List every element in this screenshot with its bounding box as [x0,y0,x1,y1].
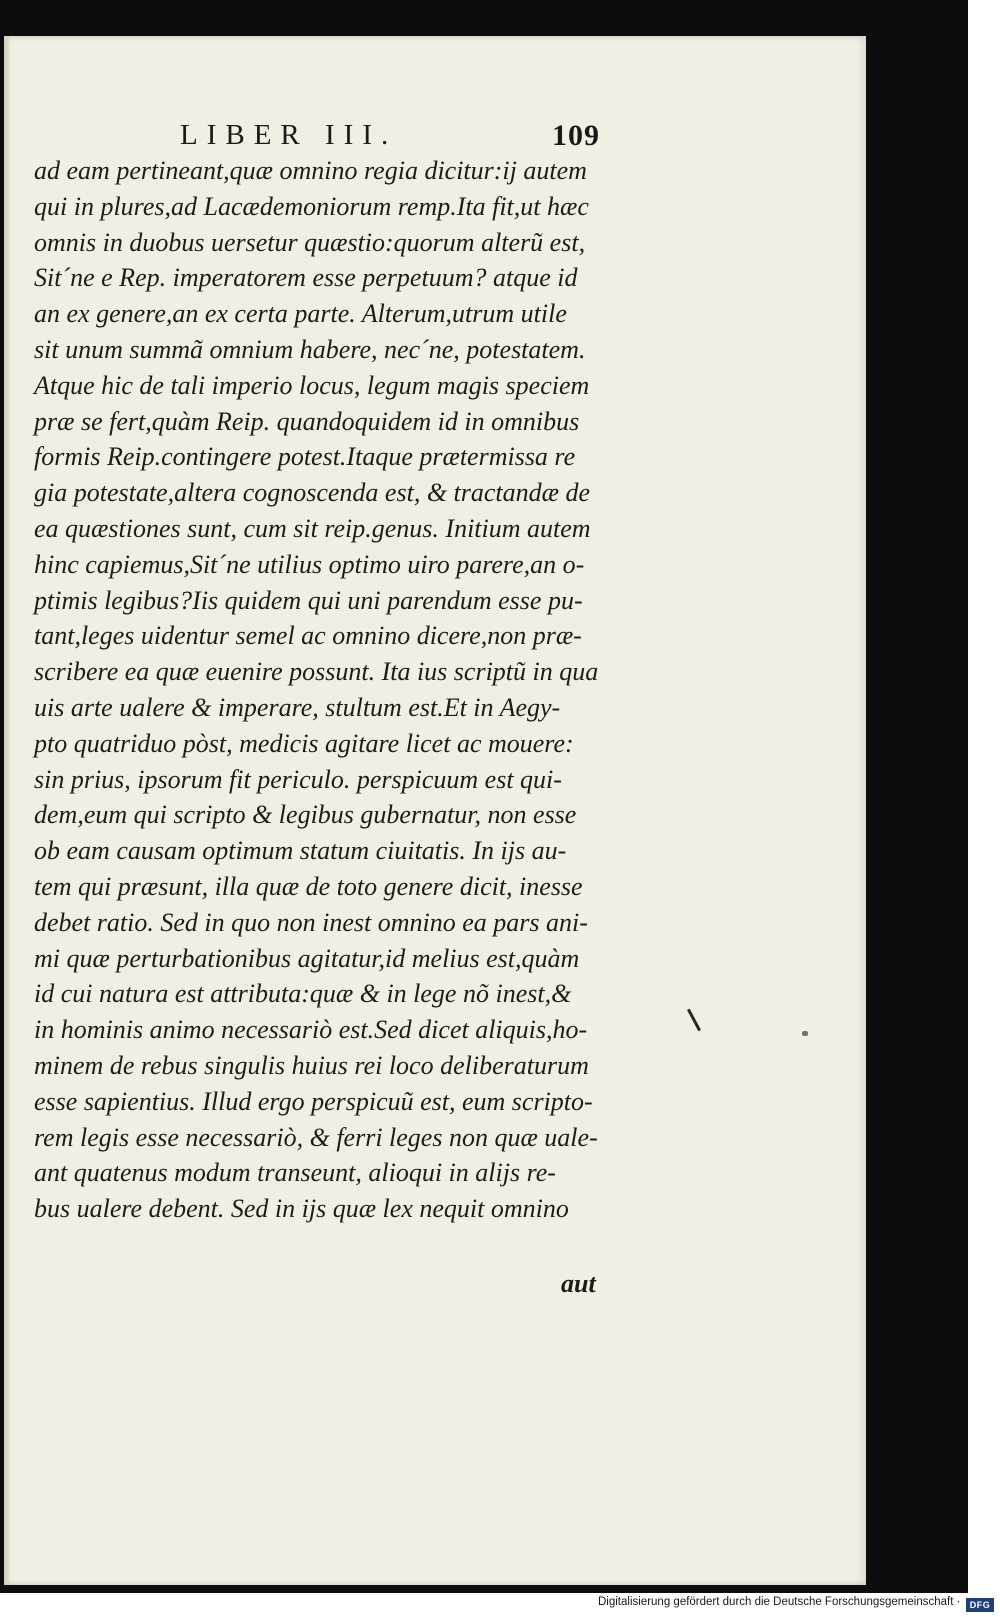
text-line: tant,leges uidentur semel ac omnino dicere,non præ- [34,621,582,651]
text-line: minem de rebus singulis huius rei loco deliberaturum [34,1050,589,1080]
margin-speck [802,1031,808,1036]
text-line: hinc capiemus,Sit´ne utilius optimo uiro parere,an o- [34,549,585,579]
dfg-logo: DFG [966,1598,994,1612]
text-line: sit unum summã omnium habere, nec´ne, potestatem. [34,334,586,364]
text-line: Sit´ne e Rep. imperatorem esse perpetuum? atque id [34,263,578,293]
page-number: 109 [552,119,600,152]
text-line: uis arte ualere & imperare, stultum est.Et in Aegy- [34,692,561,722]
margin-ink-mark [687,1009,701,1032]
text-line: formis Reip.contingere potest.Itaque prætermissa re [34,442,576,472]
catchword: aut [561,1269,596,1298]
text-line: in hominis animo necessariò est.Sed dicet aliquis,ho- [34,1015,588,1045]
body-text [34,153,614,1227]
text-line: ea quæstiones sunt, cum sit reip.genus. Initium autem [34,513,591,543]
text-line: sin prius, ipsorum fit periculo. perspicuum est qui- [34,764,562,794]
running-head: LIBER III. [180,119,398,151]
text-line: debet ratio. Sed in quo non inest omnino ea pars ani- [34,907,588,937]
text-line: bus ualere debent. Sed in ijs quæ lex nequit omnino [34,1194,569,1224]
text-line: qui in plures,ad Lacædemoniorum remp.Ita fit,ut hæc [34,191,589,221]
text-line: id cui natura est attributa:quæ & in lege nõ inest,& [34,979,572,1009]
text-line: scribere ea quæ euenire possunt. Ita ius scriptũ in qua [34,657,599,687]
text-line: an ex genere,an ex certa parte. Alterum,utrum utile [34,299,567,329]
text-line: pto quatriduo pòst, medicis agitare licet ac mouere: [34,728,574,758]
text-line: ant quatenus modum transeunt, alioqui in alijs re- [34,1158,556,1188]
text-line: omnis in duobus uersetur quæstio:quorum alterũ est, [34,227,586,257]
text-line: rem legis esse necessariò, & ferri leges non quæ uale- [34,1122,598,1152]
text-line: ob eam causam optimum statum ciuitatis. In ijs au- [34,836,567,866]
text-line: Atque hic de tali imperio locus, legum magis speciem [34,370,590,400]
text-line: ad eam pertineant,quæ omnino regia dicitur:ij autem [34,156,587,185]
text-line: præ se fert,quàm Reip. quandoquidem id in omnibus [34,406,580,436]
text-line: mi quæ perturbationibus agitatur,id melius est,quàm [34,943,580,973]
text-line: dem,eum qui scripto & legibus gubernatur, non esse [34,800,577,830]
text-line: gia potestate,altera cognoscenda est, & tractandæ de [34,478,591,508]
text-line: esse sapientius. Illud ergo perspicuũ est, eum scripto- [34,1086,593,1116]
text-line: ptimis legibus?Iis quidem qui uni parendum esse pu- [34,585,583,615]
page-gutter-shadow [4,36,10,1585]
digitization-credit: Digitalisierung gefördert durch die Deutsche Forschungsgemeinschaft · [598,1596,961,1608]
text-line: tem qui præsunt, illa quæ de toto genere dicit, inesse [34,871,583,901]
book-page [4,36,866,1585]
